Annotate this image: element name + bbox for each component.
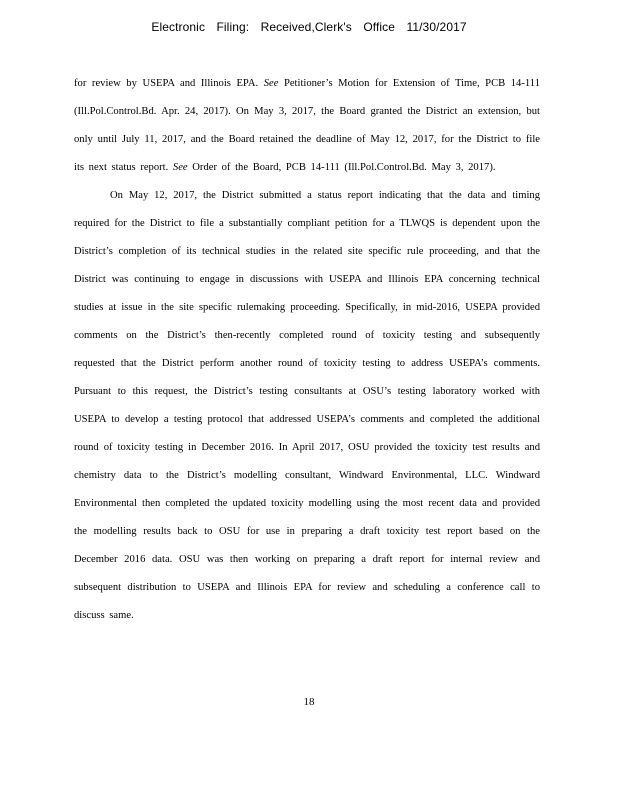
page-number: 18: [303, 696, 315, 708]
paragraph-text: Order of the Board, PCB 14-111 (Ill.Pol.Control.Bd. May 3, 2017).: [187, 162, 496, 173]
paragraph-text: for review by USEPA and Illinois EPA.: [74, 78, 264, 89]
see-signal: See: [263, 78, 279, 89]
document-body: [74, 70, 540, 630]
paragraph-motion-extension: [74, 70, 540, 182]
see-signal: See: [172, 162, 188, 173]
paragraph-status-report: On May 12, 2017, the District submitted a status report indicating that the data and timing required for the District to file a substantially compliant petition for a TLWQS is dependent upon the District’s completion of its technical studies in the related site specific rule proceeding, and that the District was continuing to engage in discussions with USEPA and Illinois EPA concerning technical studies at issue in the site specific rulemaking proceeding. Specifically, in mid-2016, USEPA provided comments on the District’s then-recently completed round of toxicity testing and subsequently requested that the District perform another round of toxicity testing to address USEPA’s comments. Pursuant to this request, the District’s testing consultants at OSU’s testing laboratory worked with USEPA to develop a testing protocol that addressed USEPA’s comments and completed the additional round of toxicity testing in December 2016. In April 2017, OSU provided the toxicity test results and chemistry data to the District’s modelling consultant, Windward Environmental, LLC. Windward Environmental then completed the updated toxicity modelling using the most recent data and provided the modelling results back to OSU for use in preparing a draft toxicity test report based on the December 2016 data. OSU was then working on preparing a draft report for internal review and subsequent distribution to USEPA and Illinois EPA for review and scheduling a conference call to discuss same.: [74, 190, 540, 621]
filing-header: Electronic Filing: Received,Clerk's Office 11/30/2017: [151, 20, 467, 34]
paragraph-text: Petitioner’s Motion for Extension of Time, PCB 14-111 (Ill.Pol.Control.Bd. Apr. 24, 2017). On May 3, 2017, the Board granted the District an extension, but only until July 11, 2017, and the Board retained the deadline of May 12, 2017, for the District to file its next status report.: [74, 78, 540, 173]
